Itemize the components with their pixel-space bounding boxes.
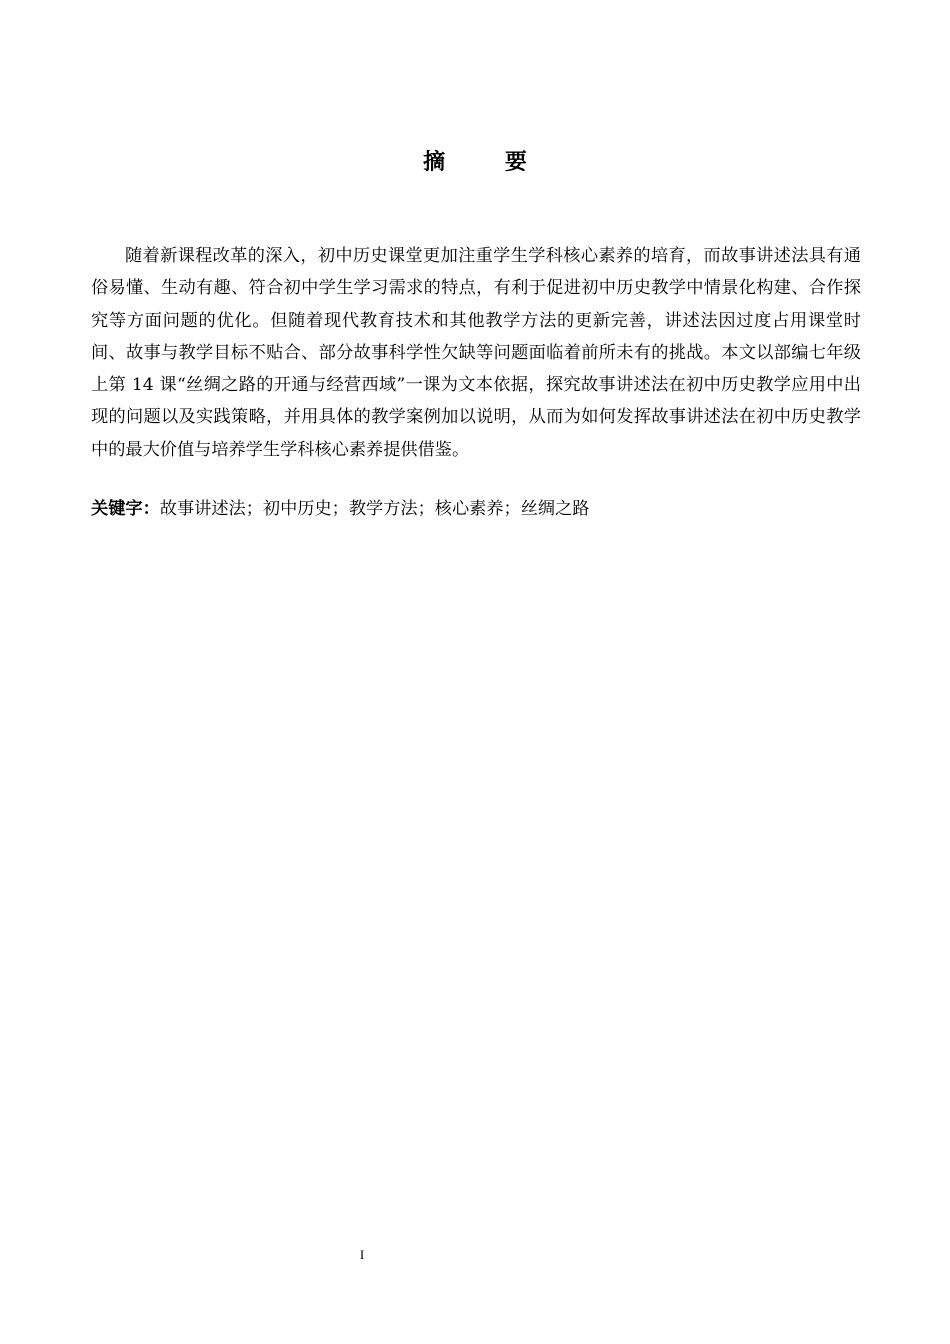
page-title: 摘 要 [423,150,553,175]
keywords-label: 关键字： [91,499,160,519]
abstract-paragraph: 随着新课程改革的深入，初中历史课堂更加注重学生学科核心素养的培育，而故事讲述法具有通俗易懂、生动有趣、符合初中学生学习需求的特点，有利于促进初中历史教学中情景化构建、合作探究等方面问题的优化。但随着现代教育技术和其他教学方法的更新完善，讲述法因过度占用课堂时间、故事与教学目标不贴合、部分故事科学性欠缺等问题面临着前所未有的挑战。本文以部编七年级上第 14 课“丝绸之路的开通与经营西域”一课为文本依据，探究故事讲述法在初中历史教学应用中出现的问题以及实践策略，并用具体的教学案例加以说明，从而为如何发挥故事讲述法在初中历史教学中的最大价值与培养学生学科核心素养提供借鉴。 [91,246,861,460]
keywords-list: 故事讲述法；初中历史；教学方法；核心素养；丝绸之路 [159,499,590,519]
page-number: I [359,1247,365,1262]
keywords-line [91,493,861,525]
